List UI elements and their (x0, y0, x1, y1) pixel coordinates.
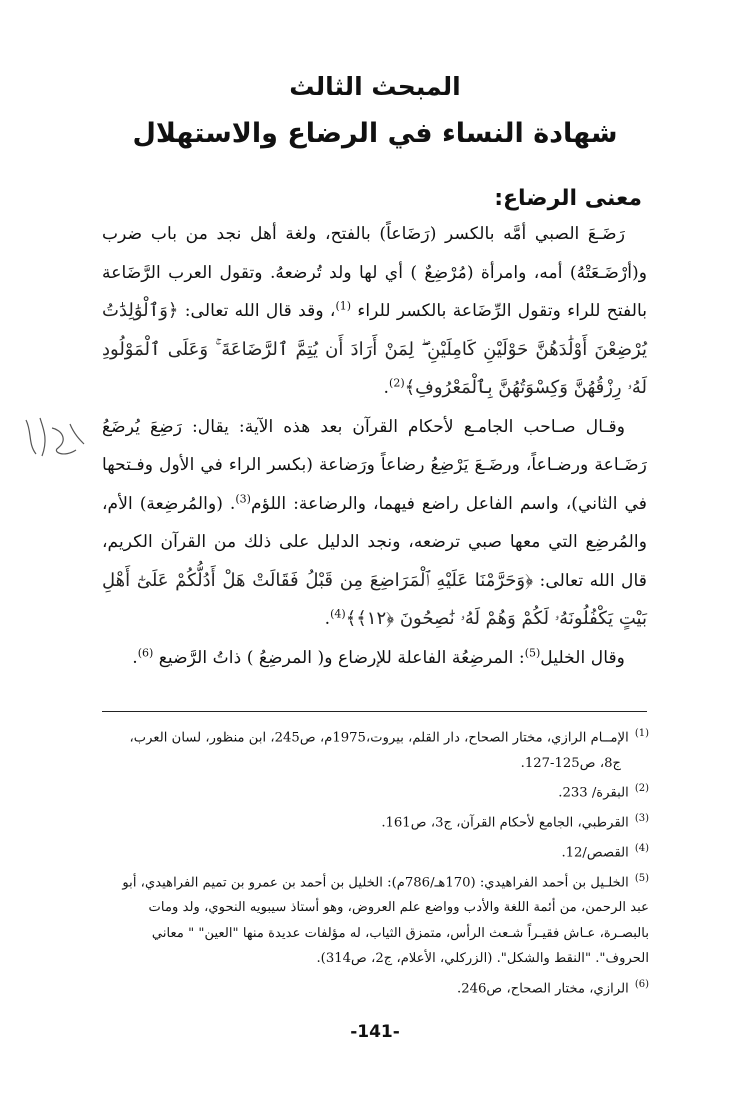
section-heading: معنى الرضاع: (494, 186, 642, 211)
footnote-5-number: (5) (634, 872, 649, 884)
chapter-heading: المبحث الثالث (289, 72, 461, 101)
footnote-6-text: الرازي، مختار الصحاح، ص246. (456, 981, 629, 996)
quran-verse-2: ﴿وَحَرَّمْنَا عَلَيْهِ ٱلْمَرَاضِعَ مِن قَبْلُ فَقَالَتْ هَلْ أَدُلُّكُمْ عَلَىٰٓ أَهْلِ بَيْتٍ يَكْفُلُونَهُۥ لَكُمْ وَهُمْ لَهُۥ نَٰصِحُونَ ﴿١٢﴾﴾ (102, 569, 647, 629)
paragraph-1 (102, 215, 647, 408)
footnote-4-text: القصص/12. (561, 845, 629, 861)
footnote-divider (102, 711, 647, 712)
footnote-5 (101, 866, 649, 896)
paragraph-3 (102, 639, 647, 678)
footnote-2 (101, 776, 649, 806)
paragraph-2-text-a: وقـال صـاحب الجامـع لأحكام القرآن بعد هذه الآية: يقال: رَضِعَ يُرضَعُ رَضَـاعة ورضـاعاً، ورضَـعَ يَرْضِعُ رضاعاً ورَضاعة (بكسر الراء في الأول وفـتحها في الثاني)، واسم الفاعل راضع فيهما، والرضاعة: اللؤم (102, 416, 647, 514)
handwritten-margin-mark (18, 410, 88, 470)
footnote-4-number: (4) (634, 842, 649, 854)
footnote-6-number: (6) (634, 978, 649, 990)
footnote-1 (101, 721, 649, 751)
paragraph-1-text-a: رَضَـعَ الصبي أمَّه بالكسر (رَضَاعاً) بالفتح، ولغة أهل نجد من باب ضرب و(أرْضَـعَتْهُ) أمه، وامرأة (مُرْضِعٌ ) أي لها ولد تُرضعهُ. وتقول العرب الرَّضَاعة بالفتح للراء وتقول الرِّضَاعة بالكسر للراء (102, 224, 647, 321)
footnote-ref-3: (3) (235, 491, 251, 505)
page-number: -141- (350, 1022, 400, 1042)
footnote-6 (101, 972, 649, 1002)
body-text (102, 215, 647, 677)
footnote-5-text: الخلـيل بن أحمد الفراهيدي: (170هـ/786م): الخليل بن أحمد بن عمرو بن تميم الفراهيدي، أبو (122, 874, 629, 890)
paragraph-1-end: . (383, 378, 390, 398)
paragraph-3-end: . (132, 647, 138, 668)
paragraph-2-text-b: . (والمُرضِعة) الأم، والمُرضِع التي معها صبي ترضعه، ونجد الدليل على ذلك من القرآن الكريم، قال الله تعالى: (102, 493, 647, 591)
footnote-3-number: (3) (634, 813, 649, 824)
footnotes (101, 721, 649, 1001)
footnote-5-line-2: عبد الرحمن، من أئمة اللغة والأدب وواضع علم العروض، وهو أستاذ سيبويه النحوي، ولد ومات (148, 900, 649, 916)
paragraph-3-text-a: وقال الخليل (540, 647, 625, 668)
paragraph-2-end: . (324, 609, 331, 629)
footnote-ref-1: (1) (335, 299, 352, 313)
footnote-1-text: الإمــام الرازي، مختار الصحاح، دار القلم، بيروت،1975م، ص245، ابن منظور، لسان العرب، (129, 730, 629, 746)
paragraph-3-text-b: : المرضِعُة الفاعلة للإرضاع و( المرضِعُ ) ذاتُ الرَّضيع (153, 647, 525, 668)
footnote-2-text: البقرة/ 233. (558, 785, 629, 801)
page-title: شهادة النساء في الرضاع والاستهلال (132, 118, 618, 149)
paragraph-2 (102, 408, 647, 639)
footnote-3 (101, 806, 649, 836)
paragraph-1-text-b: ، وقد قال الله تعالى: (178, 301, 336, 321)
footnote-5-line-4: الحروف". "النقط والشكل". (الزركلي، الأعلام، ج2، ص314). (316, 951, 649, 967)
footnote-2-number: (2) (634, 783, 649, 795)
footnote-1-continued: ج8، ص125-127. (520, 755, 621, 771)
footnote-1-number: (1) (634, 728, 649, 739)
footnote-ref-4: (4) (330, 607, 346, 621)
quran-verse-1: ﴿وَٱلْوَٰلِدَٰتُ يُرْضِعْنَ أَوْلَٰدَهُنَّ حَوْلَيْنِ كَامِلَيْنِ ۖ لِمَنْ أَرَادَ أَن يُتِمَّ ٱلرَّضَاعَةَ ۚ وَعَلَى ٱلْمَوْلُودِ لَهُۥ رِزْقُهُنَّ وَكِسْوَتُهُنَّ بِٱلْمَعْرُوفِ﴾ (102, 300, 647, 398)
footnote-5-line-3: بالبصـرة، عـاش فقيـراً شـعث الرأس، متمزق الثياب، له مؤلفات عديدة منها "العين" " معاني (151, 925, 649, 941)
footnote-ref-5: (5) (524, 645, 541, 659)
footnote-ref-2: (2) (389, 376, 405, 390)
footnote-ref-6: (6) (137, 645, 154, 659)
footnote-4 (101, 836, 649, 866)
footnote-3-text: القرطبي، الجامع لأحكام القرآن، ج3، ص161. (381, 815, 629, 831)
